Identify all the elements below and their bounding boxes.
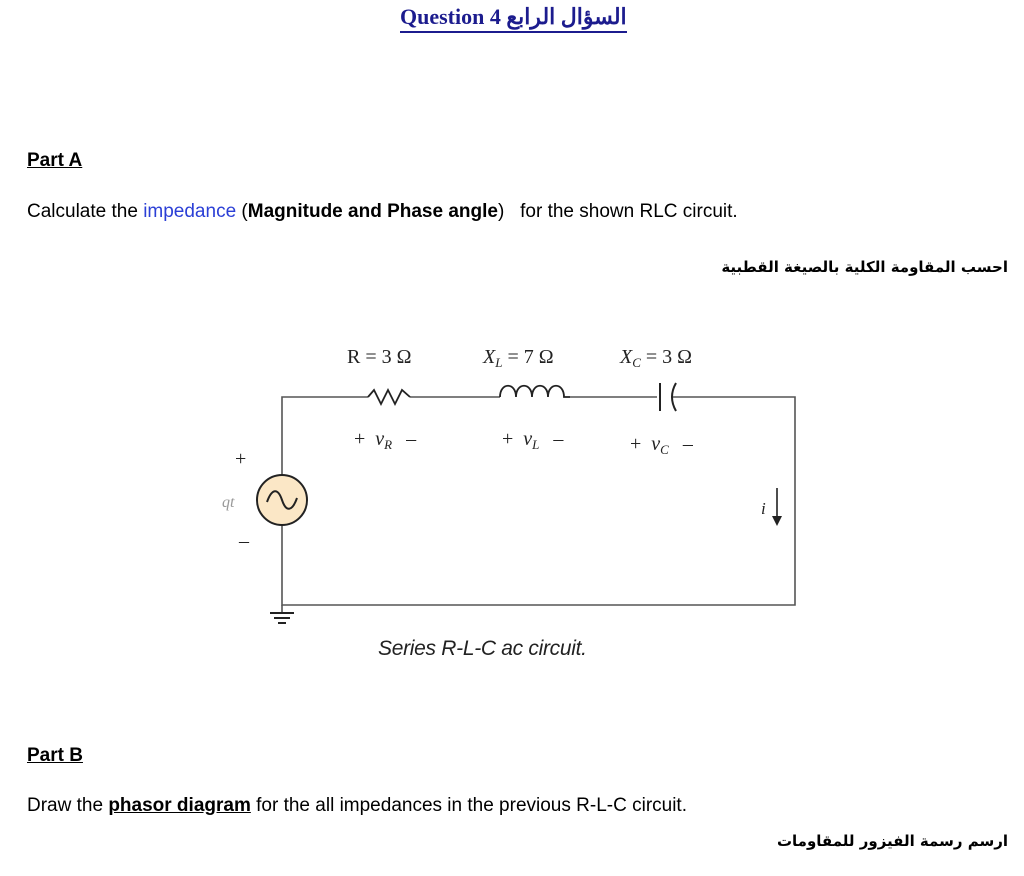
- magnitude-phase-text: Magnitude and Phase angle: [247, 201, 498, 222]
- part-a-text-after: for the shown RLC circuit.: [504, 201, 738, 222]
- xl-subscript: L: [495, 355, 503, 370]
- vl-symbol: v: [523, 428, 533, 450]
- vc-minus: –: [682, 433, 693, 455]
- ground-icon: [270, 613, 294, 623]
- part-a-text-before: Calculate the: [27, 201, 144, 222]
- current-label: i: [761, 499, 766, 518]
- part-b-heading: Part B: [27, 745, 83, 766]
- vc-subscript: C: [660, 442, 669, 457]
- part-b-instruction: [27, 795, 687, 817]
- source-label: qt: [222, 494, 235, 511]
- vl-subscript: L: [532, 437, 540, 452]
- part-a-arabic-note: احسب المقاومة الكلية بالصيغة القطبية: [721, 258, 1008, 276]
- phasor-diagram-text: phasor diagram: [108, 795, 251, 816]
- rlc-circuit-diagram: [222, 330, 810, 630]
- title-arabic: السؤال الرابع: [506, 4, 627, 29]
- part-b-text-after: for the all impedances in the previous R-L-C circuit.: [250, 795, 687, 816]
- xl-value: = 7 Ω: [502, 346, 554, 368]
- circuit-caption: Series R-L-C ac circuit.: [378, 637, 587, 660]
- xc-subscript: C: [632, 355, 641, 370]
- capacitor-label: [619, 346, 692, 370]
- part-a-paren-close: ): [497, 201, 505, 222]
- vc-label: [630, 433, 694, 457]
- source-plus: +: [235, 448, 247, 470]
- title-english: Question 4: [400, 4, 501, 29]
- page-title: [400, 4, 627, 33]
- part-b-text-before: Draw the: [27, 795, 109, 816]
- vc-plus: +: [630, 433, 642, 455]
- source-minus: –: [239, 530, 249, 552]
- vl-plus: +: [502, 428, 514, 450]
- vr-symbol: v: [375, 428, 385, 450]
- vl-label: [502, 428, 564, 452]
- vr-subscript: R: [384, 437, 393, 452]
- inductor-symbol: [500, 386, 570, 397]
- resistor-symbol: [368, 390, 410, 404]
- xc-symbol: X: [620, 346, 633, 368]
- part-a-heading: Part A: [27, 150, 83, 171]
- resistor-label: R = 3 Ω: [347, 346, 412, 368]
- part-b-arabic-note: ارسم رسمة الفيزور للمقاومات: [776, 832, 1008, 850]
- impedance-highlight: impedance: [143, 201, 237, 222]
- vr-plus: +: [354, 428, 366, 450]
- part-a-instruction: [27, 201, 738, 223]
- inductor-label: [482, 346, 554, 370]
- part-a-paren-open: (: [236, 201, 248, 222]
- vl-minus: –: [553, 428, 564, 450]
- vr-label: [354, 428, 417, 452]
- current-arrow-icon: [772, 488, 782, 526]
- xl-symbol: X: [483, 346, 496, 368]
- vr-minus: –: [406, 428, 417, 450]
- vc-symbol: v: [651, 433, 661, 455]
- xc-value: = 3 Ω: [640, 346, 693, 368]
